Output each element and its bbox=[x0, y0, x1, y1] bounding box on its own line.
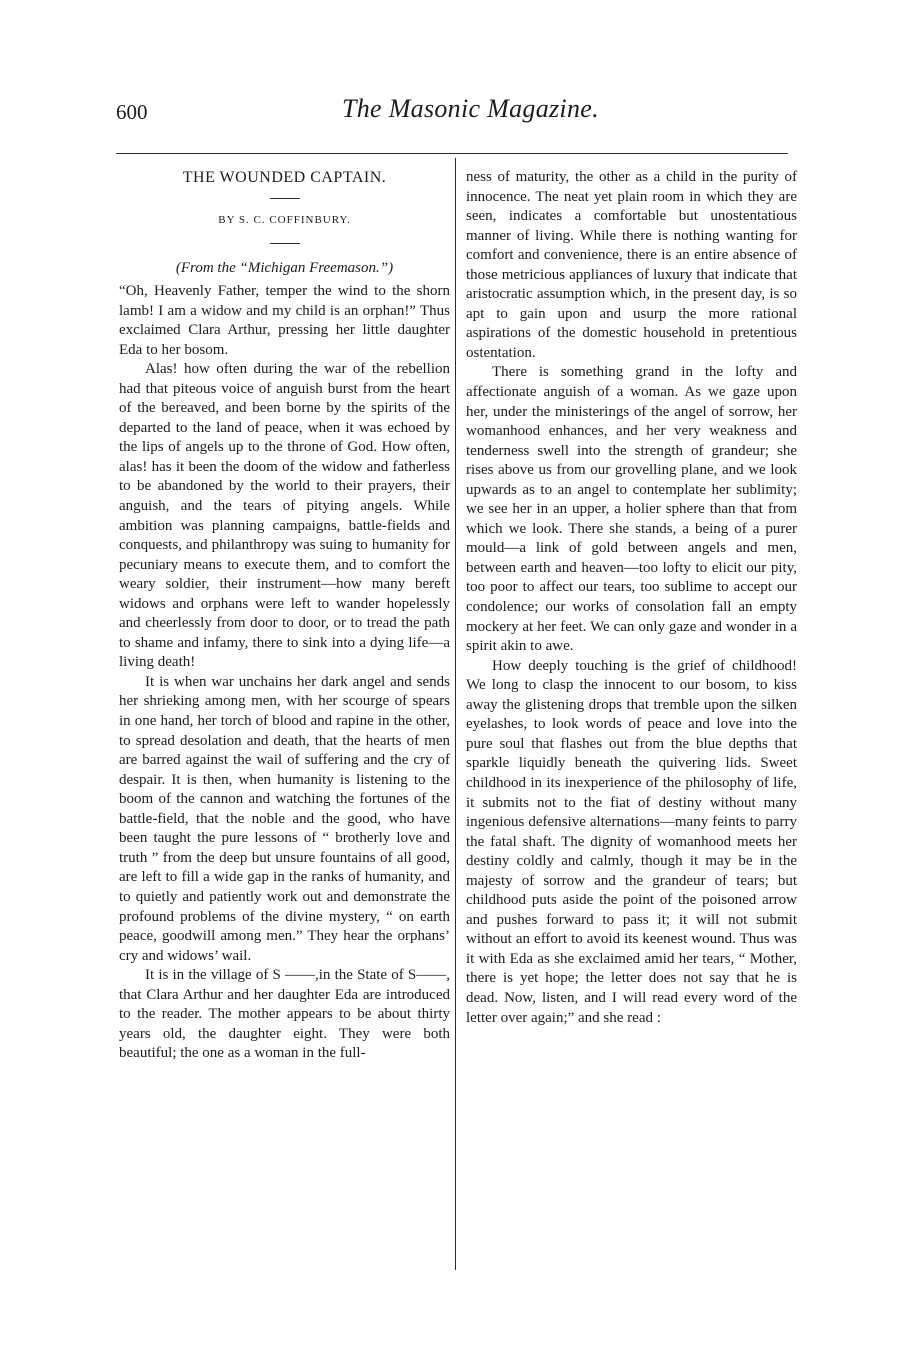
paragraph: How deeply touching is the grief of childhood! We long to clasp the innocent to our bosom, to kiss away the glistening drops that tremble upon the silken eyelashes, to look words of peace and love into the pure soul that flashes out from the blue depths that sparkle liquidly beneath the quivering lids. Sweet childhood in its inexperience of the philosophy of life, it submits not to the fiat of destiny without many ingenious defensive alternations—many feints to parry the fatal shaft. The dignity of womanhood meets her destiny coldly and calmly, though it may be in the majesty of sorrow and the grandeur of tears; but childhood puts aside the point of the poisoned arrow and pushes forward to pass it; it will not submit without an effort to avoid its keenest wound. Thus was it with Eda as she exclaimed amid her tears, “ Mother, there is yet hope; the letter does not say that he is dead. Now, listen, and I will read every word of the letter over again;” and she read : bbox=[466, 657, 797, 1026]
byline-rule bbox=[270, 243, 300, 244]
paragraph: “Oh, Heavenly Father, temper the wind to the shorn lamb! I am a widow and my child is an orphan!” Thus exclaimed Clara Arthur, pressing her little daughter Eda to her bosom. bbox=[119, 283, 450, 358]
paragraph: It is when war unchains her dark angel and sends her shrieking among men, with her scourge of spears in one hand, her torch of blood and rapine in the other, to spread desolation and death, that the hearts of men are barred against the wail of suffering and the cry of despair. It is then, when humanity is listening to the boom of the cannon and watching the fortunes of the battle-field, that the noble and the good, who have been taught the pure lessons of “ brotherly love and truth ” from the deep but unsure fountains of all good, are left to fill a wide gap in the ranks of humanity, and to quietly and patiently work out and demonstrate the profound problems of the divine mystery, “ on earth peace, goodwill among men.” They hear the orphans’ cry and widows’ wail. bbox=[119, 673, 450, 964]
paragraph: There is something grand in the lofty and affectionate anguish of a woman. As we gaze upon her, under the ministerings of the angel of sorrow, her womanhood enhances, and her very weakness and tenderness swell into the strength of grandeur; she rises above us from our grovelling plane, and we look upwards as to an angel to contemplate her sublimity; we see her in an upper, a holier sphere than that from which we look. There she stands, a being of a purer mould—a link of gold between angels and men, between earth and heaven—too lofty to elicit our pity, too poor to affect our tears, too sublime to accept our condolence; our works of consolation fall an empty mockery at her feet. We can only gaze and wonder in a spirit akin to awe. bbox=[466, 364, 797, 655]
title-rule bbox=[270, 198, 300, 199]
column-divider bbox=[455, 158, 456, 1270]
header-rule bbox=[116, 153, 788, 154]
page-header bbox=[116, 94, 796, 134]
paragraph: It is in the village of S ——,in the State of S——, that Clara Arthur and her daughter Eda are introduced to the reader. The mother appears to be about thirty years old, the daughter eight. They were both beautiful; the one as a woman in the full- bbox=[119, 967, 450, 1062]
left-column bbox=[119, 168, 450, 1064]
paragraph: ness of maturity, the other as a child in the purity of innocence. The neat yet plain room in which they are seen, indicates a comfortable but unostentatious manner of living. While there is nothing wanting for comfort and convenience, there is an entire absence of those metricious appliances of luxury that indicate that aristocratic assumption which, in the present day, is so apt to gain upon and usurp the more rational aspirations of the domestic household in pretentious ostentation. bbox=[466, 169, 797, 361]
running-title: The Masonic Magazine. bbox=[342, 94, 599, 123]
right-column bbox=[466, 168, 797, 1028]
paragraph: Alas! how often during the war of the rebellion had that piteous voice of anguish burst from the heart of the bereaved, and been borne by the spirits of the departed to the land of peace, when it was echoed by the lips of angels up to the throne of God. How often, alas! has it been the doom of the widow and fatherless to be abandoned by the world to their prayers, their anguish, and the tears of pitying angels. While ambition was planning campaigns, battle-fields and conquests, and philanthropy was suing to humanity for pecuniary means to execute them, and to comfort the weary soldier, their instrument—how many bereft widows and orphans were left to wander hopelessly and cheerlessly from door to door, or to tread the path to shame and infamy, there to sink into a dying life—a living death! bbox=[119, 361, 450, 671]
source-note: (From the “Michigan Freemason.”) bbox=[175, 260, 394, 276]
article-byline: BY S. C. COFFINBURY. bbox=[218, 214, 351, 226]
page-number: 600 bbox=[116, 100, 148, 124]
article-title: THE WOUNDED CAPTAIN. bbox=[182, 169, 387, 186]
